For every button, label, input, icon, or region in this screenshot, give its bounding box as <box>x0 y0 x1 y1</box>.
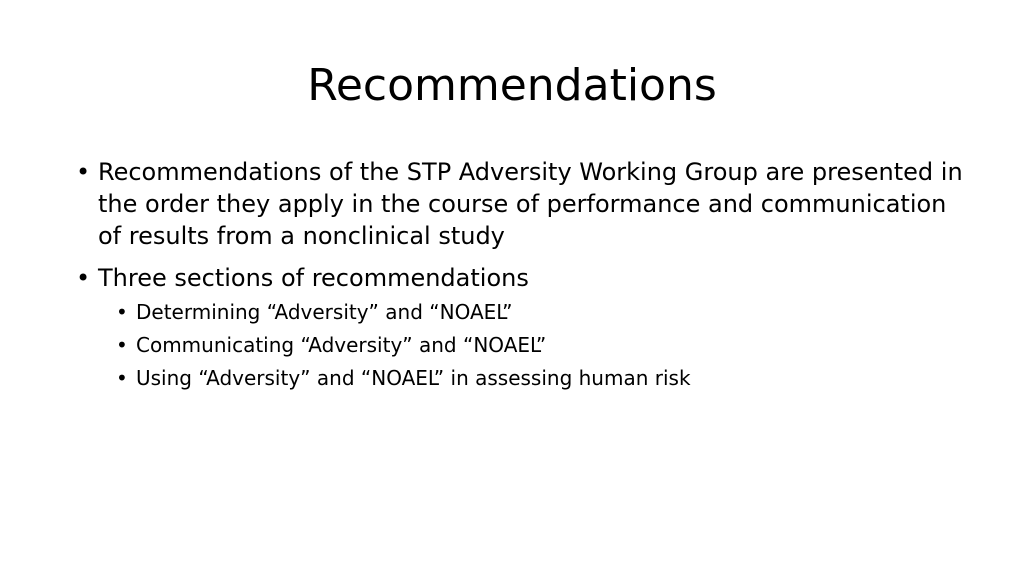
sub-bullet-item <box>98 364 976 392</box>
bullet-text: Recommendations of the STP Adversity Working Group are presented in the order they apply in the course of performance and communication of results from a nonclinical study <box>98 158 963 250</box>
bullet-list <box>76 156 976 402</box>
sub-bullet-item <box>98 331 976 359</box>
sub-bullet-item <box>98 298 976 326</box>
sub-bullet-text: Using “Adversity” and “NOAEL” in assessing human risk <box>136 366 691 390</box>
sub-bullet-text: Determining “Adversity” and “NOAEL” <box>136 300 513 324</box>
bullet-item <box>76 156 976 252</box>
sub-bullet-text: Communicating “Adversity” and “NOAEL” <box>136 333 547 357</box>
sub-bullet-dot-icon: • <box>116 333 128 357</box>
sub-bullet-dot-icon: • <box>116 300 128 324</box>
bullet-dot-icon: • <box>76 264 91 292</box>
sub-bullet-list <box>98 298 976 392</box>
bullet-item <box>76 262 976 392</box>
bullet-dot-icon: • <box>76 158 91 186</box>
slide-title: Recommendations <box>307 60 717 111</box>
sub-bullet-dot-icon: • <box>116 366 128 390</box>
bullet-text: Three sections of recommendations <box>98 264 529 292</box>
